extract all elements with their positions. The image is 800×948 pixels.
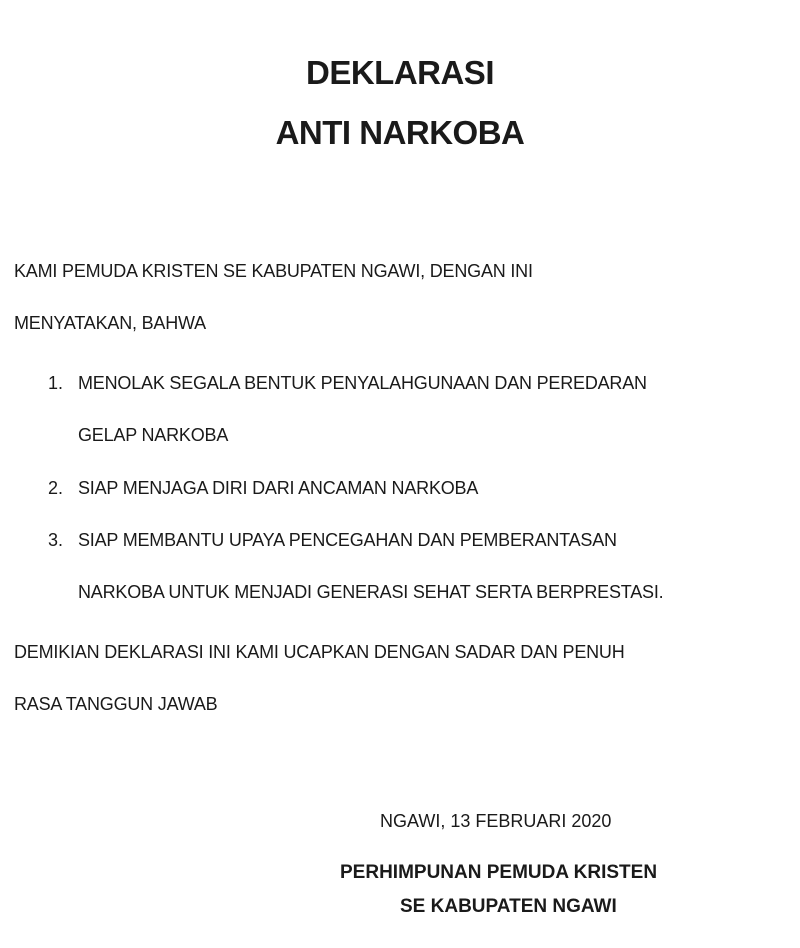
title-line-1: DEKLARASI — [305, 54, 494, 91]
list-item-line-1: MENOLAK SEGALA BENTUK PENYALAHGUNAAN DAN PEREDARAN — [78, 373, 647, 393]
place-date: NGAWI, 13 FEBRUARI 2020 — [380, 811, 612, 831]
closing-line-2: RASA TANGGUN JAWAB — [14, 694, 218, 714]
closing-line-1: DEMIKIAN DEKLARASI INI KAMI UCAPKAN DENGAN SADAR DAN PENUH — [14, 642, 625, 662]
list-item-line-1: SIAP MENJAGA DIRI DARI ANCAMAN NARKOBA — [78, 478, 479, 498]
intro-line-2: MENYATAKAN, BAHWA — [14, 313, 206, 333]
list-item-number: 3. — [48, 530, 64, 550]
list-item-number: 1. — [48, 373, 64, 393]
list-item-number: 2. — [48, 478, 64, 498]
list-item-line-2: NARKOBA UNTUK MENJADI GENERASI SEHAT SERTA BERPRESTASI. — [78, 582, 664, 602]
list-item-line-1: SIAP MEMBANTU UPAYA PENCEGAHAN DAN PEMBERANTASAN — [78, 530, 617, 550]
title-line-2: ANTI NARKOBA — [275, 114, 525, 151]
list-item-line-2: GELAP NARKOBA — [78, 425, 229, 445]
organization-name-line-1: PERHIMPUNAN PEMUDA KRISTEN — [340, 862, 658, 883]
intro-line-1: KAMI PEMUDA KRISTEN SE KABUPATEN NGAWI, DENGAN INI — [14, 261, 533, 281]
organization-name-line-2: SE KABUPATEN NGAWI — [400, 896, 617, 917]
